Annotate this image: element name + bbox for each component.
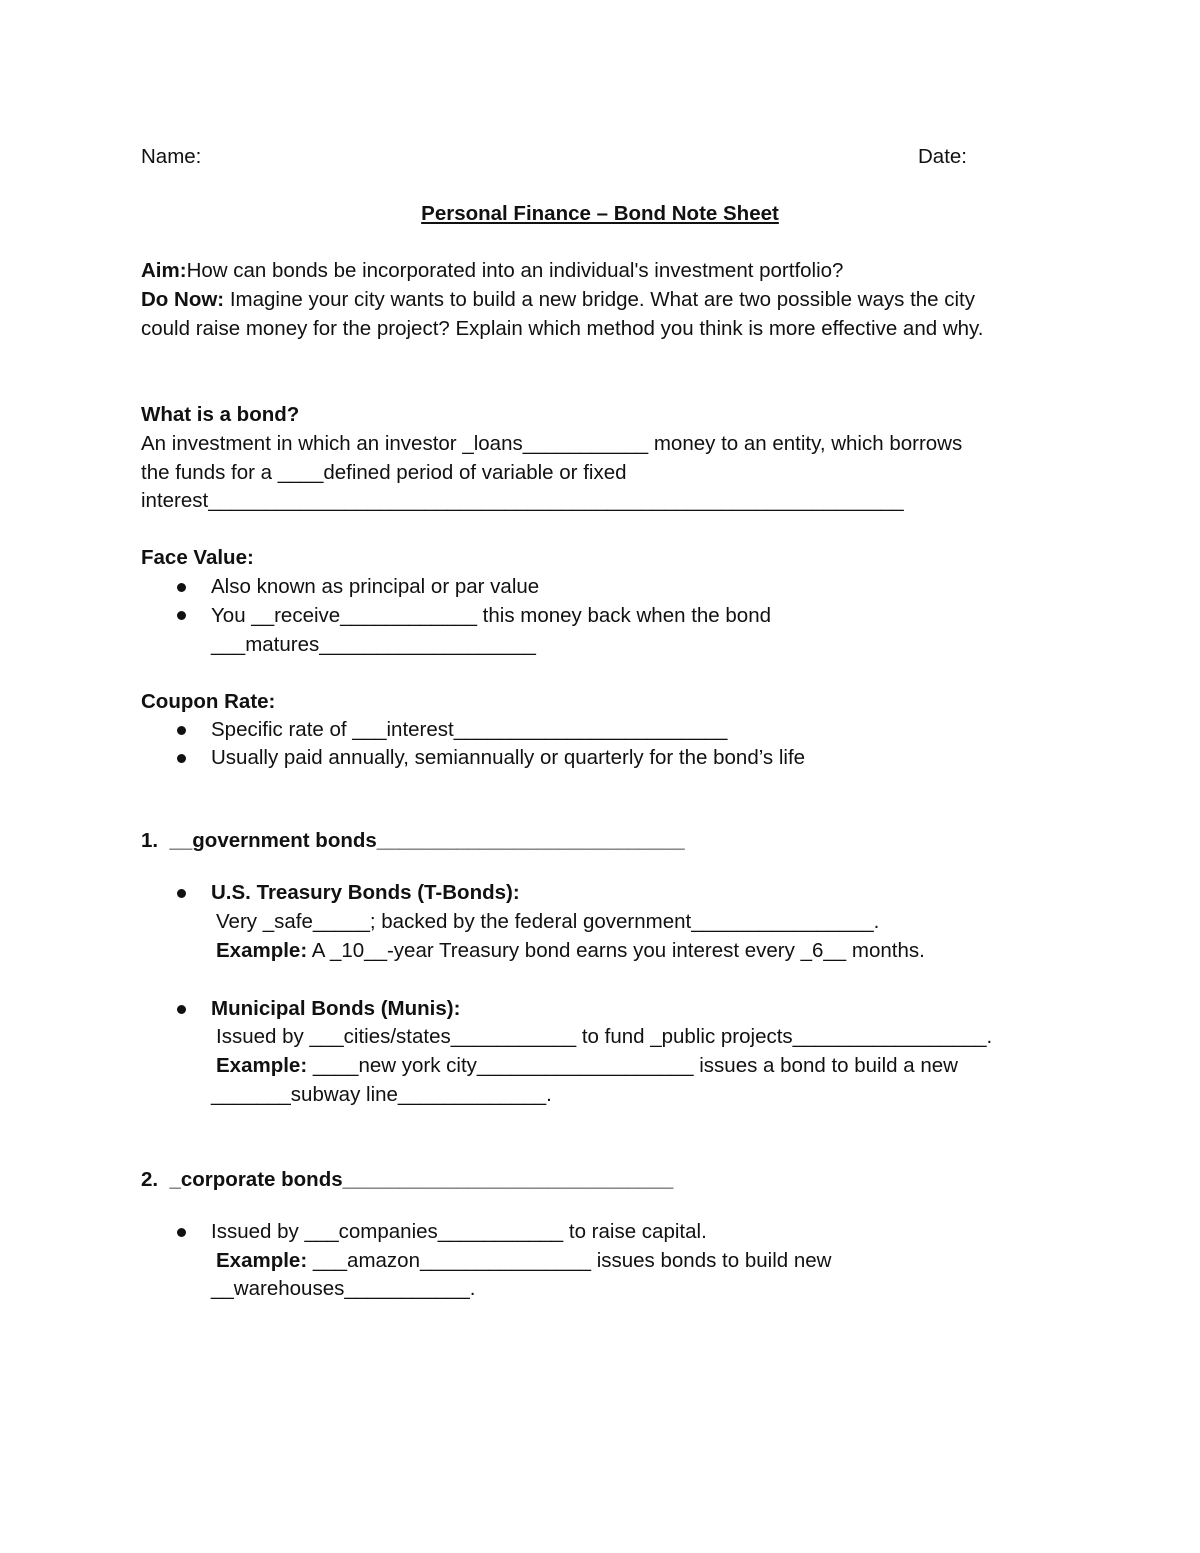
example-label: Example: bbox=[216, 1054, 308, 1077]
example-label: Example: bbox=[216, 1249, 308, 1272]
municipal-example-cont: _______subway line_____________. bbox=[211, 1083, 552, 1106]
bullet-icon bbox=[177, 754, 186, 763]
municipal-example-line bbox=[216, 1054, 958, 1078]
do-now-text: Imagine your city wants to build a new bridge. What are two possible ways the city bbox=[224, 288, 976, 311]
example-label: Example: bbox=[216, 939, 308, 962]
treasury-example-text: A _10__-year Treasury bond earns you interest every _6__ months. bbox=[307, 939, 925, 962]
municipal-bonds-line: Issued by ___cities/states___________ to fund _public projects_________________. bbox=[216, 1025, 993, 1048]
treasury-example-line bbox=[216, 939, 925, 963]
page-title: Personal Finance – Bond Note Sheet bbox=[421, 202, 779, 225]
treasury-bonds-title: U.S. Treasury Bonds (T-Bonds): bbox=[211, 881, 520, 904]
aim-line bbox=[141, 259, 843, 283]
do-now-line bbox=[141, 288, 975, 312]
bullet-icon bbox=[177, 726, 186, 735]
coupon-rate-heading: Coupon Rate: bbox=[141, 690, 276, 713]
coupon-rate-bullet-1: Specific rate of ___interest________________________ bbox=[211, 718, 728, 741]
do-now-line-2: could raise money for the project? Explain which method you think is more effective and why. bbox=[141, 317, 984, 340]
corporate-example-line bbox=[216, 1249, 831, 1273]
do-now-label: Do Now: bbox=[141, 288, 225, 311]
municipal-example-text: ____new york city___________________ issues a bond to build a new bbox=[307, 1054, 958, 1077]
face-value-bullet-1: Also known as principal or par value bbox=[211, 575, 540, 598]
bullet-icon bbox=[177, 583, 186, 592]
municipal-bonds-title: Municipal Bonds (Munis): bbox=[211, 997, 461, 1020]
bond-definition-line-1: An investment in which an investor _loans___________ money to an entity, which borrows bbox=[141, 432, 963, 455]
aim-text: How can bonds be incorporated into an individual's investment portfolio? bbox=[186, 259, 844, 282]
corporate-example-cont: __warehouses___________. bbox=[211, 1277, 476, 1300]
corporate-bonds-line: Issued by ___companies___________ to raise capital. bbox=[211, 1220, 707, 1243]
coupon-rate-bullet-2: Usually paid annually, semiannually or quarterly for the bond’s life bbox=[211, 746, 806, 769]
date-label: Date: bbox=[918, 145, 967, 168]
name-label: Name: bbox=[141, 145, 202, 168]
treasury-bonds-line: Very _safe_____; backed by the federal government________________. bbox=[216, 910, 880, 933]
bond-definition-line-2: the funds for a ____defined period of variable or fixed bbox=[141, 461, 627, 484]
face-value-bullet-2-cont: ___matures___________________ bbox=[211, 633, 536, 656]
aim-label: Aim: bbox=[141, 259, 187, 282]
bullet-icon bbox=[177, 1228, 186, 1237]
section-1-heading: 1. __government bonds___________________________ bbox=[141, 829, 685, 852]
bond-definition-line-3: interest_____________________________________________________________ bbox=[141, 489, 904, 512]
what-is-bond-heading: What is a bond? bbox=[141, 403, 300, 426]
face-value-heading: Face Value: bbox=[141, 546, 254, 569]
bullet-icon bbox=[177, 611, 186, 620]
corporate-example-text: ___amazon_______________ issues bonds to build new bbox=[307, 1249, 832, 1272]
bullet-icon bbox=[177, 889, 186, 898]
section-2-heading: 2. _corporate bonds_____________________________ bbox=[141, 1168, 674, 1191]
bullet-icon bbox=[177, 1005, 186, 1014]
face-value-bullet-2: You __receive____________ this money back when the bond bbox=[211, 604, 772, 627]
